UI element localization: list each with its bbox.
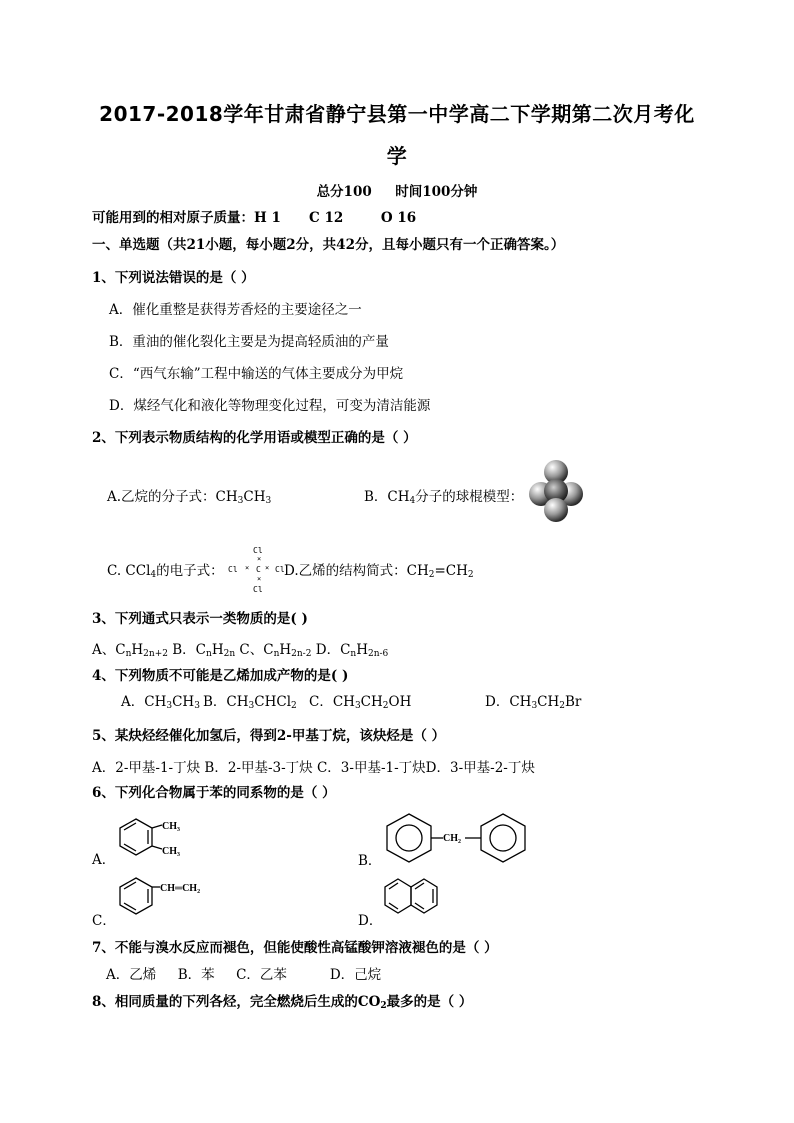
question-1-option-c: C．“西气东输”工程中输送的气体主要成分为甲烷 [109,366,404,382]
ch2-label: CH₂ [443,833,461,844]
question-4-stem: 4、下列物质不可能是乙烯加成产物的是( ) [92,668,349,684]
question-2-option-d: D.乙烯的结构简式：$CH_2=CH_2$ [284,563,474,580]
question-3-options: A、$C_nH_{2n+2}$ B．$C_nH_{2n}$ C、$C_nH_{2n-2}$ D．$C_nH_{2n-6}$ [92,642,389,659]
question-4-option-c: C．$CH_3CH_2OH$ [309,694,412,711]
atomic-masses: 可能用到的相对原子质量：H 1 C 12 O 16 [92,210,417,226]
o-xylene-structure [114,815,194,865]
question-2-stem: 2、下列表示物质结构的化学用语或模型正确的是（ ） [92,430,417,446]
question-3-stem: 3、下列通式只表示一类物质的是( ) [92,611,308,627]
naphthalene-structure [381,876,443,918]
question-2-option-c: C. CCl$_4$的电子式： [107,563,224,580]
question-4-option-a: A．$CH_3CH_3$ [121,694,200,711]
question-8-stem: 8、相同质量的下列各烃，完全燃烧后生成的$CO_2$最多的是（ ） [92,994,473,1011]
ccl4-electron-formula: Cl × Cl × C × Cl × Cl [228,546,285,594]
page-title-continued: 学 [386,144,408,168]
exam-info: 总分100 时间100分钟 [316,184,478,200]
vinyl-label: CH═CH₂ [160,883,201,894]
question-7-stem: 7、不能与溴水反应而褪色，但能使酸性高锰酸钾溶液褪色的是（ ） [92,940,498,956]
ch4-ball-model-image [528,458,584,524]
question-2-option-a: A.乙烷的分子式：$CH_3CH_3$ [107,489,272,506]
question-5-options: A．2-甲基-1-丁炔 B．2-甲基-3-丁炔 C．3-甲基-1-丁炔D．3-甲基-2-丁炔 [92,760,535,776]
question-4-option-b: B．$CH_3CHCl_2$ [203,694,297,711]
ch3-label: CH₃ [162,846,180,857]
question-7-options: A．乙烯 B．苯 C．乙苯 D．己烷 [106,967,382,983]
question-4-option-d: D．$CH_3CH_2Br$ [485,694,582,711]
question-1-option-a: A．催化重整是获得芳香烃的主要途径之一 [109,302,362,318]
question-1-stem: 1、下列说法错误的是（ ） [92,270,255,286]
question-6-option-d-label: D． [358,913,383,929]
question-6-option-a-label: A． [92,852,116,868]
question-2-option-b: B．$CH_4$分子的球棍模型： [364,489,524,506]
question-1-option-d: D．煤经气化和液化等物理变化过程，可变为清洁能源 [109,398,431,414]
question-6-option-c-label: C． [92,913,116,929]
question-6-option-b-label: B． [358,853,382,869]
question-1-option-b: B．重油的催化裂化主要是为提高轻质油的产量 [109,334,389,350]
question-5-stem: 5、某炔烃经催化加氢后，得到2-甲基丁烷，该炔烃是（ ） [92,728,446,744]
diphenylmethane-structure [381,810,533,866]
styrene-structure [114,874,224,920]
ch3-label: CH₃ [162,821,180,832]
section-heading: 一、单选题（共21小题，每小题2分，共42分，且每小题只有一个正确答案。） [92,237,565,253]
question-6-stem: 6、下列化合物属于苯的同系物的是（ ） [92,785,336,801]
page-title: 2017-2018学年甘肃省静宁县第一中学高二下学期第二次月考化 [99,102,695,126]
